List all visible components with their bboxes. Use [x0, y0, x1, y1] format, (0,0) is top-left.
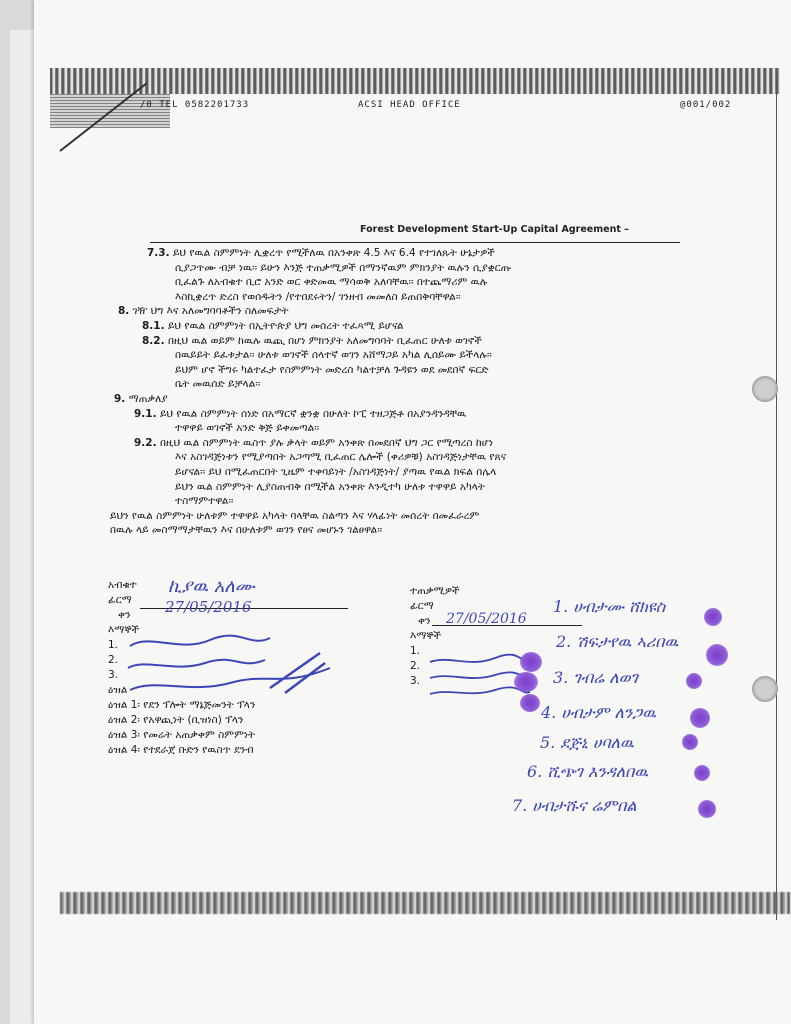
left-witness-1: 1.: [108, 639, 119, 651]
left-witness-label: እማኞች: [108, 624, 140, 636]
member-6: 6. ሺጭገ እንዳለበዉ: [527, 762, 649, 781]
left-name-handwriting: ኪያዉ አለሙ: [168, 576, 255, 597]
clause-line: ቢፈልጉ ለአብቁተ ቢሮ አንድ ወር ቀድመዉ ማሳወቅ አለባቸዉ፡፡ በተጨማሪም ዉሉ: [175, 276, 488, 289]
clause-line: 7.3. ይህ የዉል ስምምነት ሊቋረጥ የሚችለዉ በአንቀጽ 4.5 እና 6.4 የተገለጹት ሁኔታዎች: [147, 247, 495, 259]
section-heading: 9. ማጠቃለያ: [114, 392, 168, 405]
member-7: 7. ሀብታሹና ሬምበል: [512, 796, 637, 815]
fax-page: @001/002: [680, 100, 732, 110]
right-date-handwriting: 27/05/2016: [446, 611, 527, 627]
clause-line: 8.2. በዚህ ዉል ወይም ከዉሉ ዉጪ በሆነ ምክንያት አለመግባባት ቢፈጠር ሁለቱ ወገኖች: [142, 334, 482, 347]
clause-line: 9.2. በዚህ ዉል ስምምነት ዉስጥ ያሉ ቃላት ወይም አንቀጽ በመደበኛ ህግ ጋር የሚጣረስ ከሆነ: [134, 436, 494, 449]
member-2: 2. ሽፍታየዉ ኣሪበዉ: [556, 632, 679, 651]
thumbprint: [520, 694, 540, 712]
agreement-body: [110, 246, 680, 538]
clause-line: ተስማምተዋል፡፡: [175, 495, 234, 508]
right-witness-3: 3.: [410, 675, 421, 687]
title-rule: [150, 242, 680, 243]
left-sign-label: ፊርማ: [108, 594, 132, 606]
right-sign-label: ፊርማ: [410, 600, 434, 612]
closing-line: ይህን የዉል ስምምነት ሁለቱም ተዋዋይ አካላት ባላቸዉ ስልጣን እና ሃላፊነት መሰረት በመፈራረም: [110, 509, 480, 522]
clause-line: ይህን ዉል ስምምነት ሊያስጠብቅ በሚችል አንቀጽ እንዲተካ ሁለቱ ተዋዋይ አካላት: [175, 480, 485, 493]
left-date-label: ቀን: [118, 609, 131, 621]
fax-tel: /0 TEL 0582201733: [140, 100, 250, 110]
annex-label: ዕዝል: [108, 684, 128, 696]
clause-line: 8.1. ይህ የዉል ስምምነት በኢትዮጵያ ህግ መሰረት ተፈጻሚ ይሆናል: [142, 319, 404, 332]
clause-line: እስኪቋረጥ ድረስ የወሰዱትን /የተበደሩትን/ ገንዘብ መመለስ ይጠበቅባቸዋል፡፡: [175, 290, 461, 303]
clause-line: ይህም ሆኖ ችግሩ ካልተፈታ የስምምነት መድረስ ካልተቻለ ጉዳዩን ወደ መደበኛ ፍርድ: [175, 363, 489, 376]
right-witness-label: እማኞች: [410, 630, 442, 642]
right-witness-2: 2.: [410, 660, 421, 672]
right-witness-1: 1.: [410, 645, 421, 657]
fax-header-noise: [50, 68, 780, 94]
clause-line: እና አስገዳጅነቱን የሚያጣበት አጋጣሚ ቢፈጠር ሌሎች (ቀሪዎቹ) አስገዳጅነታቸዉ የጸና: [175, 451, 507, 464]
annex-1: ዕዝል 1፡ የደን ፕሎት ማኔጅመንት ፕላን: [108, 699, 256, 711]
page-edge-rule: [776, 80, 777, 920]
document-title: Forest Development Start-Up Capital Agreement –: [360, 224, 629, 235]
thumbprint: [682, 734, 698, 750]
annex-4: ዕዝል 4፡ የተደራጀ ቡድን የዉስጥ ደንብ: [108, 744, 254, 756]
annex-3: ዕዝል 3፡ የመሬት አጠቃቀም ስምምነት: [108, 729, 256, 741]
member-4: 4. ሀብታም ለንጋዉ: [541, 703, 656, 722]
thumbprint: [514, 672, 538, 692]
thumbprint: [706, 644, 728, 666]
section-heading: 8. ገዥ ህግ እና አለመግባባቶችን ስለመፍታት: [118, 305, 289, 318]
thumbprint: [686, 673, 702, 689]
clause-line: ቤት መዉሰድ ይቻላል፡፡: [175, 378, 261, 391]
left-witness-signatures: [120, 628, 340, 703]
clause-line: 9.1. ይህ የዉል ስምምነት ሰነድ በአማርኛ ቋንቋ በሁለት ኮፒ ተዘጋጅቶ በአያንዳንዳቸዉ: [134, 407, 467, 420]
clause-line: ሲያጋጥሙ ብቻ ነዉ፡፡ ይሁን እንጅ ተጠቃሚዎች በማንኛዉም ምክንያት ዉሉን ሲያቋርጡ: [175, 261, 512, 274]
thumbprint: [704, 608, 722, 626]
left-date-handwriting: 27/05/2016: [165, 598, 252, 616]
clause-line: ይሆናል፡፡ ይህ በሚፈጠርበት ጊዜም ተቀባይነት /አስገዳጅነት/ ያጣዉ የዉል ክፍል በሌላ: [175, 465, 497, 478]
member-3: 3. ገብሬ ለወገ: [553, 668, 638, 687]
member-1: 1. ሀብታሙ ሸክዩስ: [553, 597, 666, 616]
punch-hole: [752, 376, 778, 402]
thumbprint: [698, 800, 716, 818]
annex-2: ዕዝል 2፡ የአዋጪነት (ቢዝነስ) ፕላን: [108, 714, 244, 726]
thumbprint: [520, 652, 542, 672]
member-5: 5. ደጅኒ ሀባለዉ: [540, 733, 634, 752]
left-party-title: አብቁተ: [108, 579, 137, 591]
clause-line: ተዋዋይ ወገኖች አንድ ቅጅ ይቀመጣል፡፡: [175, 422, 320, 435]
right-party-title: ተጠቃሚዎች: [410, 585, 460, 597]
left-witness-2: 2.: [108, 654, 119, 666]
thumbprint: [690, 708, 710, 728]
thumbprint: [694, 765, 710, 781]
right-date-label: ቀን: [418, 615, 431, 627]
punch-hole: [752, 676, 778, 702]
left-witness-3: 3.: [108, 669, 119, 681]
closing-line: በዉሉ ላይ መስማማታቸዉን እና በሁለቱም ወገን የፀና መሆኑን ገልፀዋል፡፡: [110, 524, 383, 537]
fax-footer-noise: [60, 892, 790, 914]
clause-line: በዉይይት ይፈቱታል፡፡ ሁለቱ ወገኖች ሰላተኛ ወገን አሸማጋይ አካል ሊሰይሙ ይችላሉ፡፡: [175, 349, 492, 362]
fax-office: ACSI HEAD OFFICE: [358, 100, 461, 110]
